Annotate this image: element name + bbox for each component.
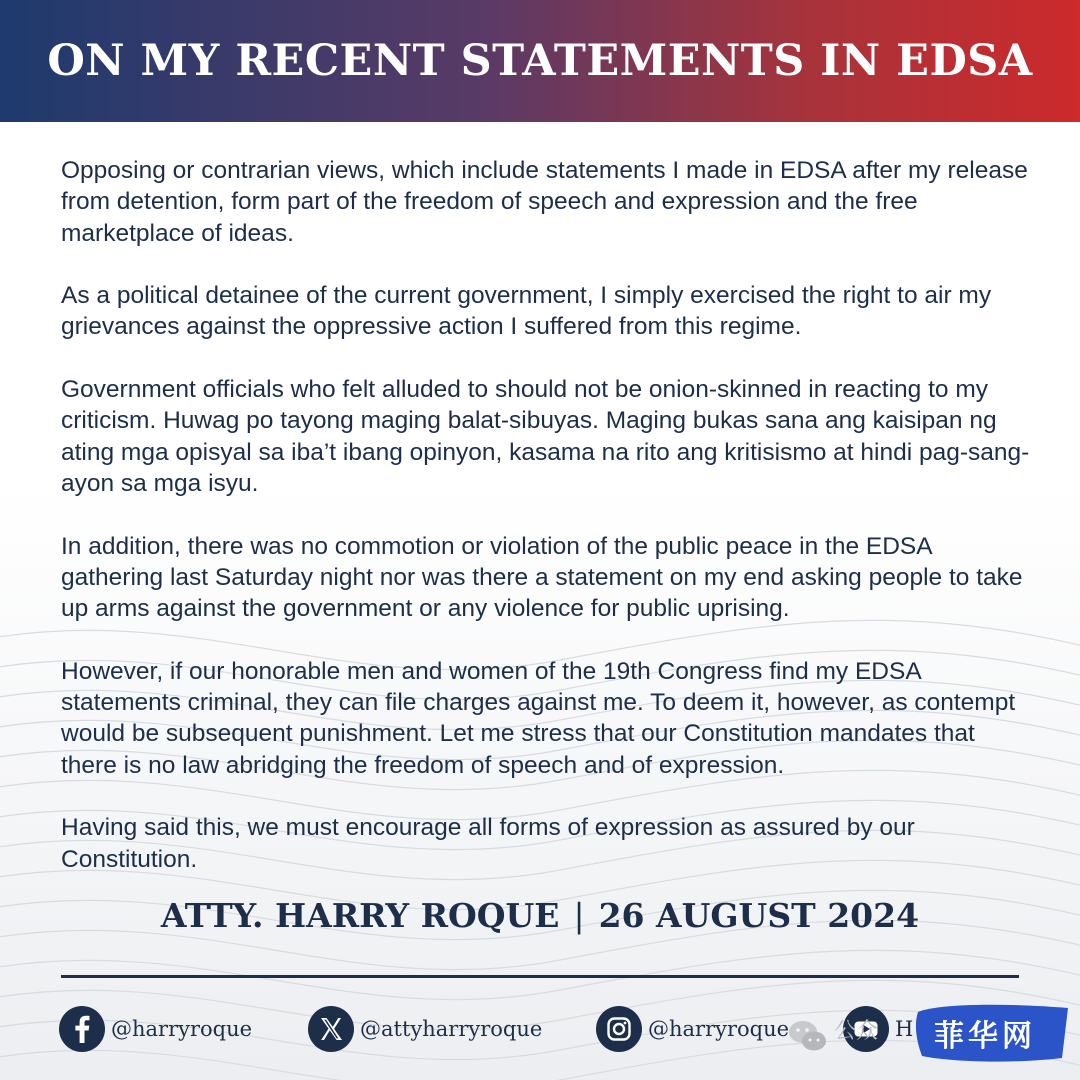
social-facebook[interactable]	[59, 1004, 252, 1054]
page-title: ON MY RECENT STATEMENTS IN EDSA	[47, 36, 1033, 86]
social-x[interactable]	[308, 1004, 542, 1054]
x-handle: @attyharryroque	[360, 1017, 543, 1041]
paragraph-5: However, if our honorable men and women of the 19th Congress find my EDSA statements criminal, they can file charges against me. To deem it, however, as contempt would be subsequent punishment. Let me stress that our Constitution mandates that there is no law abridging the freedom of speech and of expression.	[61, 657, 1016, 779]
site-watermark-badge	[912, 1000, 1072, 1066]
paragraph-4: In addition, there was no commotion or violation of the public peace in the EDSA gathering last Saturday night nor was there a statement on my end asking people to take up arms against the government or any violence for public uprising.	[61, 532, 1023, 623]
paragraph-6: Having said this, we must encourage all forms of expression as assured by our Constitution.	[61, 814, 915, 873]
divider	[61, 975, 1019, 978]
signature-separator: |	[573, 896, 585, 935]
wechat-watermark-icon	[786, 1016, 830, 1056]
facebook-handle: @harryroque	[111, 1017, 253, 1041]
signature-date: 26 AUGUST 2024	[598, 896, 920, 935]
title-banner	[0, 0, 1080, 122]
social-instagram[interactable]	[596, 1004, 789, 1054]
signature-name: ATTY. HARRY ROQUE	[160, 896, 560, 935]
paragraph-1: Opposing or contrarian views, which include statements I made in EDSA after my release from detention, form part of the freedom of speech and expression and the free marketplace of ideas.	[61, 157, 1028, 247]
statement-body	[61, 155, 1036, 906]
site-watermark-label: 菲华网	[934, 1019, 1036, 1054]
facebook-icon	[59, 1006, 105, 1052]
x-icon	[308, 1006, 354, 1052]
instagram-handle: @harryroque	[648, 1017, 790, 1041]
signature-line	[0, 896, 1080, 935]
paragraph-2: As a political detainee of the current government, I simply exercised the right to air my grievances against the oppressive action I suffered from this regime.	[61, 282, 992, 341]
youtube-handle: H	[895, 1017, 914, 1041]
paragraph-3: Government officials who felt alluded to should not be onion-skinned in reacting to my criticism. Huwag po tayong maging balat-sibuyas. Maging bukas sana ang kaisipan ng ating mga opisyal sa iba’t ibang opinyon, kasama na rito ang kritisismo at hindi pag-sang-ayon sa mga isyu.	[61, 376, 1030, 497]
instagram-icon	[596, 1006, 642, 1052]
wechat-watermark-text: 公众	[834, 1018, 879, 1043]
